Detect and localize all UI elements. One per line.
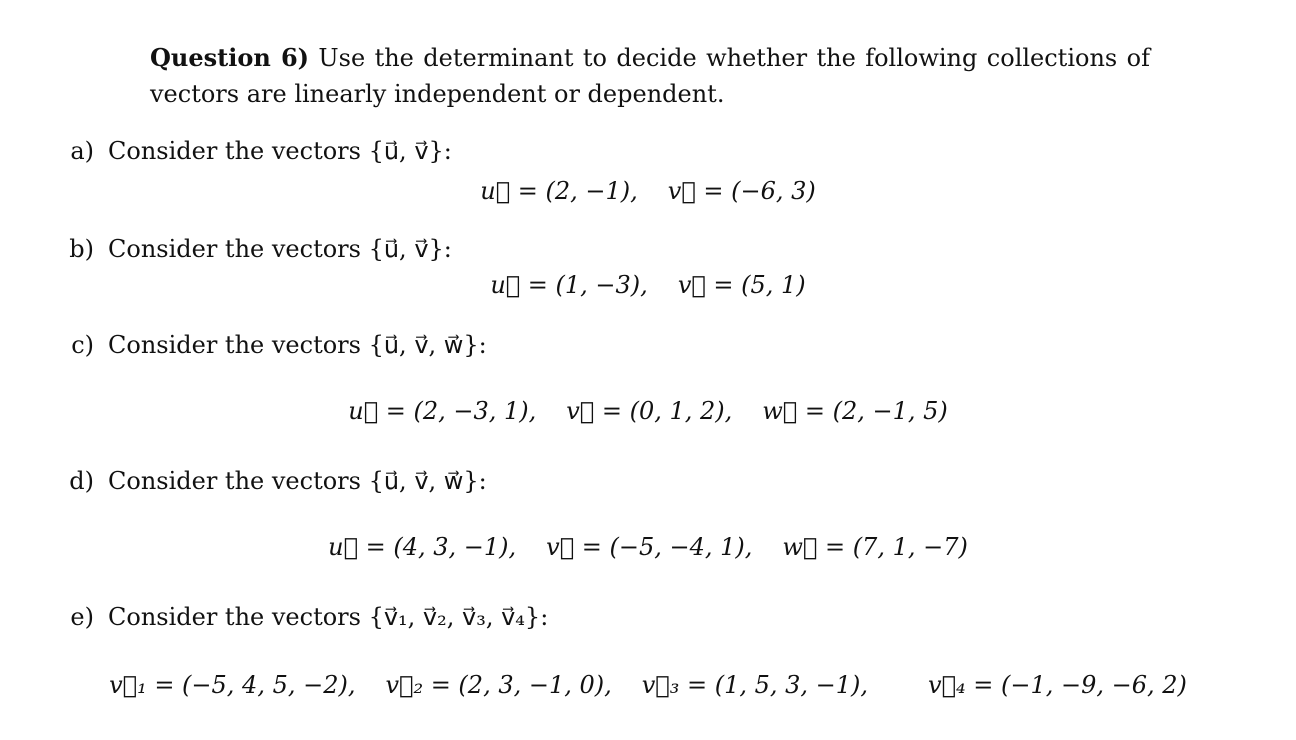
part-c-label: c) [71,331,94,359]
vector-v4: v⃗₄ = (−1, −9, −6, 2) [928,671,1187,699]
vector-v1: v⃗₁ = (−5, 4, 5, −2), [109,671,356,699]
part-b-label: b) [69,235,94,263]
vector-v: v⃗ = (5, 1) [677,271,806,299]
part-d-equation [0,532,1296,562]
part-a-equation [0,176,1296,206]
vector-v: v⃗ = (0, 1, 2), [566,397,733,425]
vector-v: v⃗ = (−6, 3) [667,177,816,205]
vector-w: w⃗ = (2, −1, 5) [762,397,948,425]
question-label: Question 6) [150,43,309,72]
part-b-equation [0,270,1296,300]
part-e-equation [0,670,1296,700]
vector-v2: v⃗₂ = (2, 3, −1, 0), [385,671,612,699]
vector-u: u⃗ = (4, 3, −1), [328,533,517,561]
vector-w: w⃗ = (7, 1, −7) [782,533,968,561]
part-c-equation [0,396,1296,426]
vector-v: v⃗ = (−5, −4, 1), [546,533,753,561]
question-prompt [150,40,1150,112]
vector-u: u⃗ = (1, −3), [490,271,648,299]
vector-u: u⃗ = (2, −1), [480,177,638,205]
question-text: Use the determinant to decide whether the following collections of vectors are linearly independent or dependent. [150,44,1150,108]
part-e-label: e) [70,603,94,631]
part-b-intro: Consider the vectors {u⃗, v⃗}: [108,235,452,263]
part-d-label: d) [69,467,94,495]
part-a-intro: Consider the vectors {u⃗, v⃗}: [108,137,452,165]
vector-u: u⃗ = (2, −3, 1), [348,397,537,425]
part-e-intro: Consider the vectors {v⃗₁, v⃗₂, v⃗₃, v⃗₄}: [108,603,549,631]
part-c-intro: Consider the vectors {u⃗, v⃗, w⃗}: [108,331,487,359]
part-a-label: a) [70,137,94,165]
vector-v3: v⃗₃ = (1, 5, 3, −1), [641,671,869,699]
part-d-intro: Consider the vectors {u⃗, v⃗, w⃗}: [108,467,487,495]
